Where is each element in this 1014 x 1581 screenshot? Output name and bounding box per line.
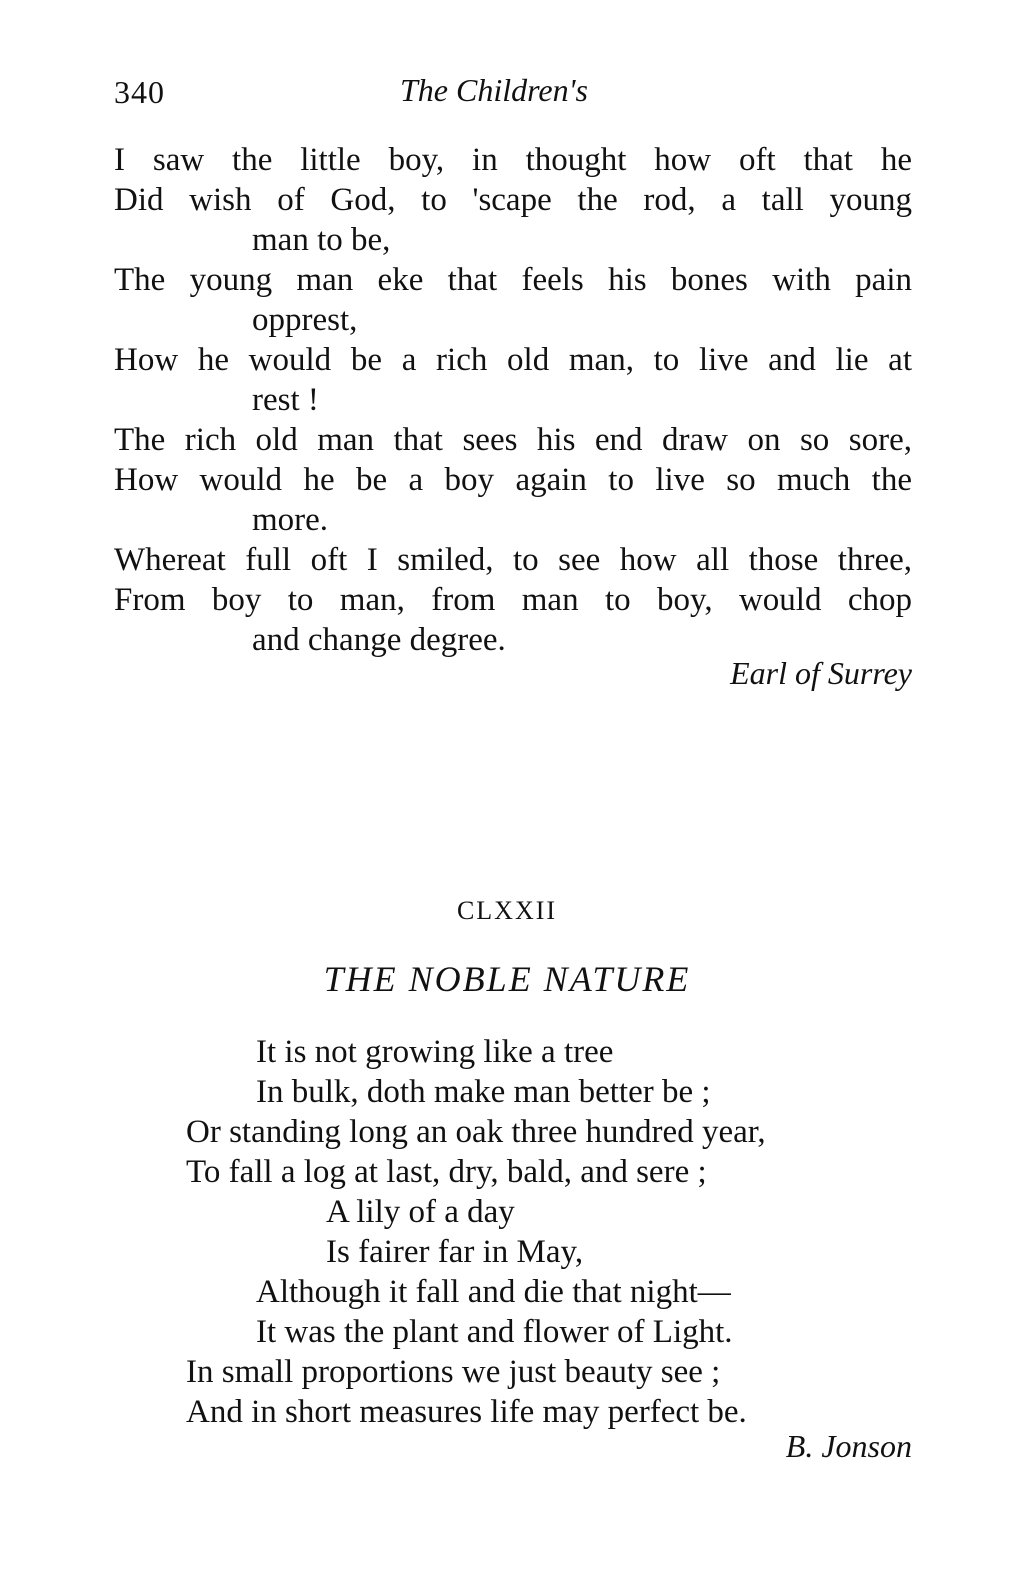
poem-line: Whereat full oft I smiled, to see how all those three, <box>114 542 912 578</box>
poem-line: I saw the little boy, in thought how oft that he <box>114 142 912 178</box>
poem-line: Is fairer far in May, <box>326 1234 584 1270</box>
poem-line: How he would be a rich old man, to live and lie at <box>114 342 912 378</box>
poem-line: Or standing long an oak three hundred year, <box>186 1114 766 1150</box>
poem-line: How would he be a boy again to live so much the <box>114 462 912 498</box>
poem-line-continuation: and change degree. <box>252 622 506 658</box>
poem-line: It was the plant and flower of Light. <box>256 1314 733 1350</box>
poem-line: To fall a log at last, dry, bald, and sere ; <box>186 1154 707 1190</box>
poem-line-continuation: more. <box>252 502 329 538</box>
poem-line: In bulk, doth make man better be ; <box>256 1074 711 1110</box>
poem-line-continuation: rest ! <box>252 382 319 418</box>
poem-line: From boy to man, from man to boy, would chop <box>114 582 912 618</box>
poem-line: The young man eke that feels his bones with pain <box>114 262 912 298</box>
poem-line: In small proportions we just beauty see ; <box>186 1354 721 1390</box>
poem-line: Did wish of God, to 'scape the rod, a tall young <box>114 182 912 218</box>
poem-line: A lily of a day <box>326 1194 515 1230</box>
page-number: 340 <box>114 74 165 110</box>
poem-line-continuation: man to be, <box>252 222 391 258</box>
poem-attribution: Earl of Surrey <box>730 655 912 691</box>
section-number: CLXXII <box>456 896 558 925</box>
poem-line: The rich old man that sees his end draw on so sore, <box>114 422 912 458</box>
poem-attribution: B. Jonson <box>785 1428 912 1464</box>
poem-line: And in short measures life may perfect be. <box>186 1394 747 1430</box>
poem-line: It is not growing like a tree <box>256 1034 614 1070</box>
poem-title: THE NOBLE NATURE <box>323 959 691 999</box>
running-title: The Children's <box>400 72 588 108</box>
poem-line-continuation: opprest, <box>252 302 358 338</box>
poem-line: Although it fall and die that night— <box>256 1274 731 1310</box>
page-header <box>0 66 1014 116</box>
